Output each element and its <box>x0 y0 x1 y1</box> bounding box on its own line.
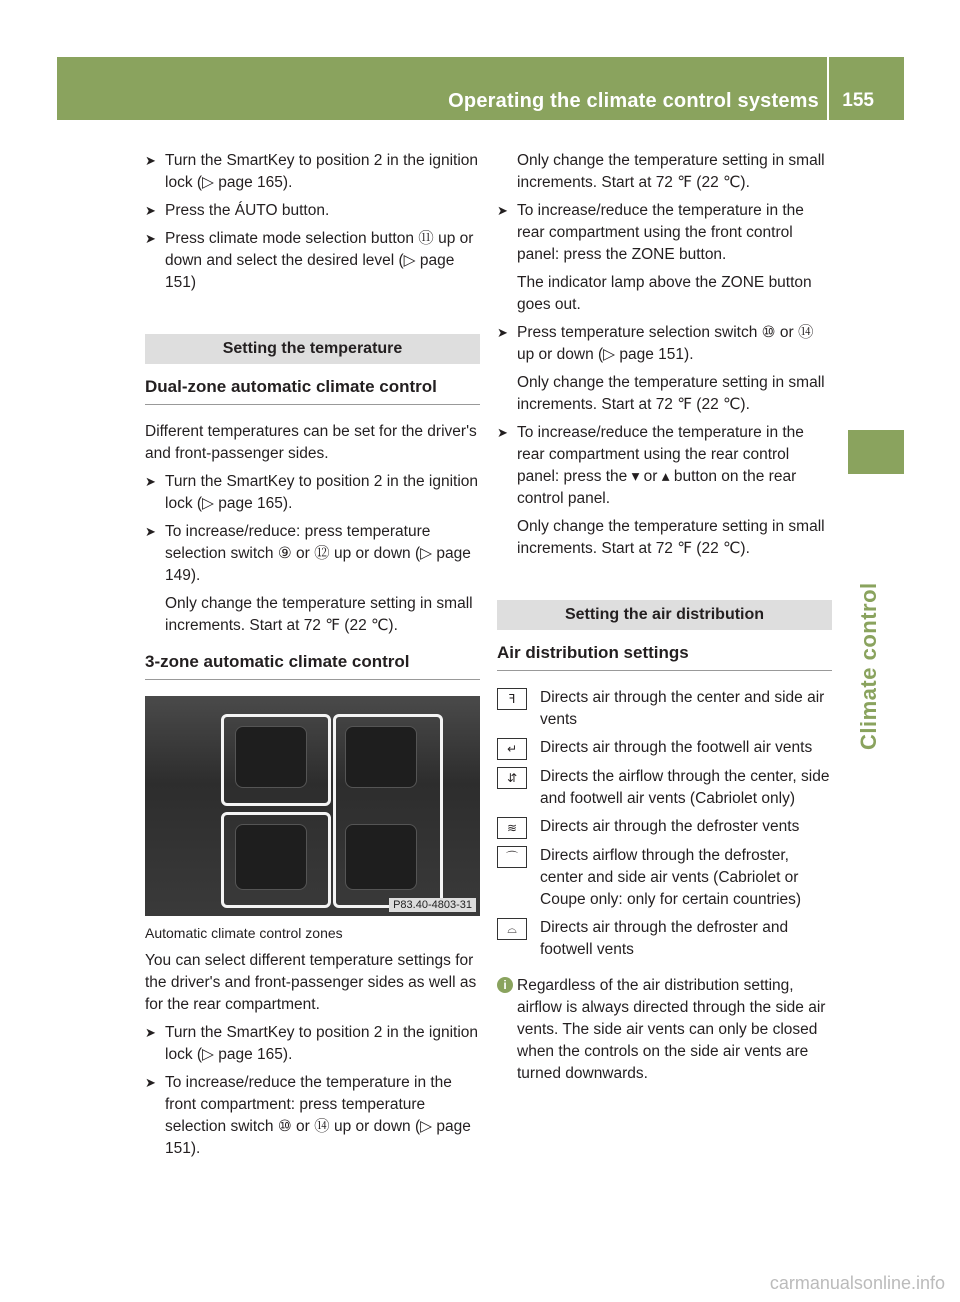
arrow-icon: ➤ <box>497 425 508 440</box>
list-item: ➤ Turn the SmartKey to position 2 in the ignition lock (▷ page 165). <box>145 473 479 512</box>
air-setting-text: Directs air through the center and side air vents <box>540 689 825 728</box>
list-item: ➤ Press the ÁUTO button. <box>145 200 480 222</box>
list-item: ➤ To increase/reduce the temperature in the rear compartment using the front control panel: press the ZONE button. <box>497 202 804 263</box>
left-column <box>145 150 480 1166</box>
air-setting-row <box>497 737 832 760</box>
note: Only change the temperature setting in small increments. Start at 72 ℉ (22 ℃). <box>517 152 825 191</box>
air-setting-text: Directs air through the defroster vents <box>540 818 800 835</box>
air-setting-row <box>497 816 832 839</box>
seat <box>235 824 307 890</box>
airflow-icon: ≋ <box>497 817 527 839</box>
seat <box>345 726 417 788</box>
airflow-icon: ↵ <box>497 738 527 760</box>
arrow-icon: ➤ <box>497 325 508 340</box>
arrow-icon: ➤ <box>497 203 508 218</box>
arrow-icon: ➤ <box>145 524 156 539</box>
seat <box>235 726 307 788</box>
air-setting-row <box>497 917 832 961</box>
list-item: ➤ To increase/reduce: press temperature selection switch ⑨ or ⑫ up or down (▷ page 149). <box>145 523 471 584</box>
air-setting-row <box>497 766 832 810</box>
note: Only change the temperature setting in small increments. Start at 72 ℉ (22 ℃). <box>517 518 825 557</box>
list-item: ➤ Turn the SmartKey to position 2 in the ignition lock (▷ page 165). <box>145 152 479 191</box>
side-tab-label: Climate control <box>856 582 881 750</box>
airflow-icon: ꟻ <box>497 688 527 710</box>
arrow-icon: ➤ <box>145 153 156 168</box>
list-item: ➤ Press temperature selection switch ⑩ or ⑭ up or down (▷ page 151). <box>497 324 814 363</box>
list-item: ➤ Press climate mode selection button ⑪ up or down and select the desired level (▷ page 151) <box>145 230 474 291</box>
arrow-icon: ➤ <box>145 1075 156 1090</box>
air-setting-text: Directs airflow through the defroster, center and side air vents (Cabriolet or Coupe only: only for certain countries) <box>540 847 802 908</box>
note: Only change the temperature setting in small increments. Start at 72 ℉ (22 ℃). <box>165 595 473 634</box>
image-reference: P83.40-4803-31 <box>389 898 476 912</box>
air-setting-text: Directs air through the footwell air vents <box>540 739 813 756</box>
page-title: Operating the climate control systems <box>448 90 819 112</box>
list-item: ➤ Turn the SmartKey to position 2 in the ignition lock (▷ page 165). <box>145 1024 479 1063</box>
arrow-icon: ➤ <box>145 231 156 246</box>
airflow-icon: ⇵ <box>497 767 527 789</box>
section-heading: Setting the air distribution <box>497 600 832 630</box>
subsection-heading: 3-zone automatic climate control <box>145 651 480 680</box>
right-column <box>497 150 832 1085</box>
side-tab-marker <box>848 430 904 474</box>
page-header <box>57 57 904 120</box>
air-setting-text: Directs the airflow through the center, side and footwell air vents (Cabriolet only) <box>540 768 830 807</box>
list-item: ➤ To increase/reduce the temperature in the front compartment: press temperature selection switch ⑩ or ⑭ up or down (▷ page 151). <box>145 1074 471 1157</box>
note: The indicator lamp above the ZONE button goes out. <box>517 274 812 313</box>
seat <box>345 824 417 890</box>
arrow-icon: ➤ <box>145 1025 156 1040</box>
header-divider <box>827 57 829 120</box>
info-note: i Regardless of the air distribution setting, airflow is always directed through the side air vents. The side air vents can only be closed when the controls on the side air vents are turned downwards. <box>497 975 832 1085</box>
subsection-heading: Dual-zone automatic climate control <box>145 376 480 405</box>
note: Only change the temperature setting in small increments. Start at 72 ℉ (22 ℃). <box>517 374 825 413</box>
air-setting-row <box>497 687 832 731</box>
info-icon: i <box>497 977 513 993</box>
image-caption: Automatic climate control zones <box>145 925 343 941</box>
air-setting-text: Directs air through the defroster and footwell vents <box>540 919 789 958</box>
paragraph: You can select different temperature settings for the driver's and front-passenger sides as well as for the rear compartment. <box>145 952 477 1013</box>
airflow-icon: ⌒ <box>497 846 527 868</box>
climate-zones-image <box>145 696 480 916</box>
side-tab <box>848 430 904 1080</box>
subsection-heading: Air distribution settings <box>497 642 832 671</box>
air-setting-row <box>497 845 832 911</box>
arrow-icon: ➤ <box>145 203 156 218</box>
arrow-icon: ➤ <box>145 474 156 489</box>
list-item: ➤ To increase/reduce the temperature in the rear compartment using the rear control panel: press the ▾ or ▴ button on the rear control panel. <box>497 424 804 507</box>
section-heading: Setting the temperature <box>145 334 480 364</box>
paragraph: Different temperatures can be set for the driver's and front-passenger sides. <box>145 423 477 462</box>
airflow-icon: ⌓ <box>497 918 527 940</box>
watermark: carmanualsonline.info <box>769 1273 945 1293</box>
page-number: 155 <box>842 90 874 111</box>
